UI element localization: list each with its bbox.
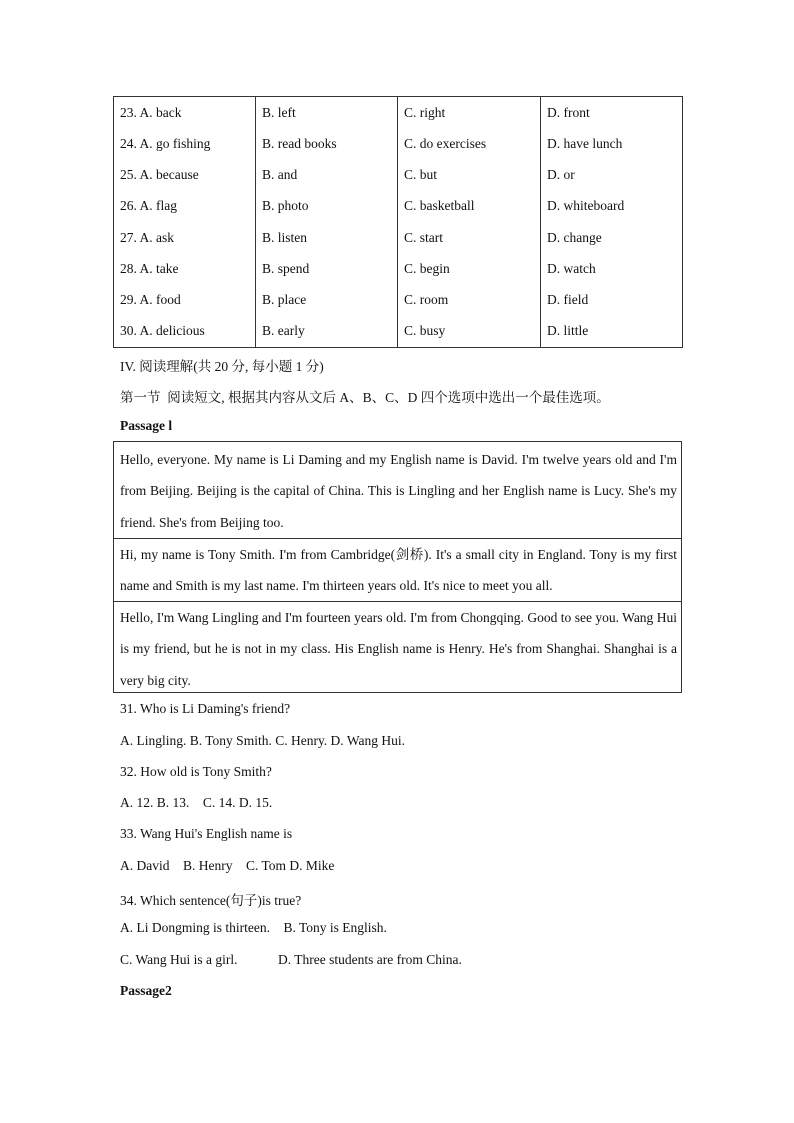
- passage-paragraph: Hi, my name is Tony Smith. I'm from Cambridge(剑桥). It's a small city in England. Tony is my first name and Smith is my last name. I'm thirteen years old. It's nice to meet you all.: [114, 538, 681, 602]
- option-cell: B. place: [256, 285, 398, 316]
- option-cell: 25. A. because: [114, 160, 256, 191]
- option-cell: C. room: [398, 285, 541, 316]
- table-row: [114, 222, 683, 253]
- option-cell: D. front: [541, 97, 683, 129]
- table-row: [114, 316, 683, 348]
- option-cell: C. begin: [398, 253, 541, 284]
- question-31: 31. Who is Li Daming's friend?: [120, 701, 291, 716]
- option-cell: 28. A. take: [114, 253, 256, 284]
- option-cell: D. field: [541, 285, 683, 316]
- option-cell: C. busy: [398, 316, 541, 348]
- passage2-title: Passage2: [120, 983, 172, 998]
- question-34-options-1: A. Li Dongming is thirteen. B. Tony is English.: [120, 920, 387, 935]
- option-cell: 26. A. flag: [114, 191, 256, 222]
- option-cell: 23. A. back: [114, 97, 256, 129]
- option-cell: B. photo: [256, 191, 398, 222]
- option-cell: B. spend: [256, 253, 398, 284]
- option-cell: B. and: [256, 160, 398, 191]
- option-cell: B. left: [256, 97, 398, 129]
- table-row: [114, 128, 683, 159]
- section-instruction: 第一节 阅读短文, 根据其内容从文后 A、B、C、D 四个选项中选出一个最佳选项。: [120, 390, 610, 405]
- passage1-title: Passage l: [120, 418, 173, 433]
- option-cell: C. start: [398, 222, 541, 253]
- option-cell: 24. A. go fishing: [114, 128, 256, 159]
- table-row: [114, 191, 683, 222]
- option-cell: C. but: [398, 160, 541, 191]
- table-row: [114, 285, 683, 316]
- question-33: 33. Wang Hui's English name is: [120, 826, 293, 841]
- question-32: 32. How old is Tony Smith?: [120, 764, 272, 779]
- table-row: [114, 253, 683, 284]
- option-cell: D. little: [541, 316, 683, 348]
- option-cell: C. right: [398, 97, 541, 129]
- question-33-options: A. David B. Henry C. Tom D. Mike: [120, 858, 335, 873]
- option-cell: B. early: [256, 316, 398, 348]
- option-cell: C. basketball: [398, 191, 541, 222]
- option-cell: D. whiteboard: [541, 191, 683, 222]
- passage-paragraph: Hello, I'm Wang Lingling and I'm fourteen years old. I'm from Chongqing. Good to see you. Wang Hui is my friend, but he is not in my class. His English name is Henry. He's from Shanghai. Shanghai is a very big city.: [114, 601, 681, 696]
- option-cell: D. change: [541, 222, 683, 253]
- option-cell: D. have lunch: [541, 128, 683, 159]
- option-cell: B. read books: [256, 128, 398, 159]
- option-cell: 29. A. food: [114, 285, 256, 316]
- passage1-box: [113, 441, 682, 693]
- option-cell: D. or: [541, 160, 683, 191]
- question-34: 34. Which sentence(句子)is true?: [120, 893, 302, 908]
- section-title: IV. 阅读理解(共 20 分, 每小题 1 分): [120, 359, 324, 374]
- question-34-options-2: C. Wang Hui is a girl. D. Three students are from China.: [120, 952, 462, 967]
- passage-paragraph: Hello, everyone. My name is Li Daming and my English name is David. I'm twelve years old and I'm from Beijing. Beijing is the capital of China. This is Lingling and her English name is Lucy. She's my friend. She's from Beijing too.: [120, 452, 677, 530]
- question-31-options: A. Lingling. B. Tony Smith. C. Henry. D. Wang Hui.: [120, 733, 405, 748]
- option-cell: B. listen: [256, 222, 398, 253]
- table-row: [114, 160, 683, 191]
- option-cell: 30. A. delicious: [114, 316, 256, 348]
- option-cell: C. do exercises: [398, 128, 541, 159]
- option-cell: 27. A. ask: [114, 222, 256, 253]
- table-row: [114, 97, 683, 129]
- option-cell: D. watch: [541, 253, 683, 284]
- question-32-options: A. 12. B. 13. C. 14. D. 15.: [120, 795, 273, 810]
- options-table: [113, 96, 683, 348]
